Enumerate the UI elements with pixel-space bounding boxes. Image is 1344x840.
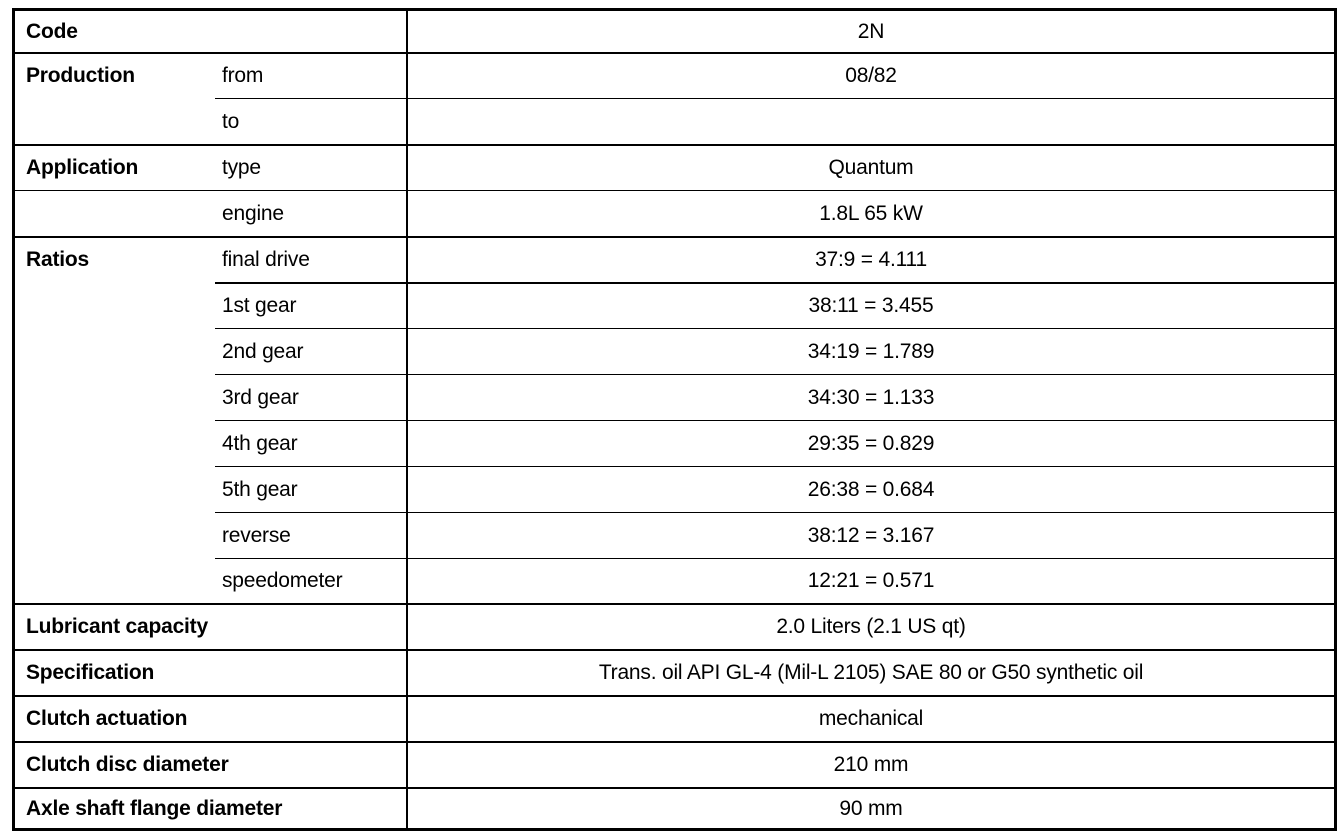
clutch-actuation-value: mechanical [818,707,924,730]
transmission-spec-table [12,8,1337,831]
production-label: Production [26,64,135,87]
lubricant-capacity-value: 2.0 Liters (2.1 US qt) [776,615,966,638]
ratio-value: 29:35 = 0.829 [807,431,935,455]
ratio-name: reverse [222,523,291,547]
ratio-value: 34:30 = 1.133 [807,385,935,409]
ratio-name: final drive [222,248,310,271]
ratio-value: 38:12 = 3.167 [807,523,935,547]
specification-label: Specification [26,661,155,684]
application-type-value: Quantum [828,156,914,179]
specification-value: Trans. oil API GL-4 (Mil-L 2105) SAE 80 or G50 synthetic oil [598,661,1144,684]
ratio-value: 37:9 = 4.111 [815,248,927,271]
application-engine-label: engine [222,201,284,225]
application-label: Application [26,156,139,179]
ratio-value: 34:19 = 1.789 [807,339,935,363]
ratio-name: 3rd gear [222,385,299,409]
ratios-label: Ratios [26,248,89,271]
production-to-value [408,99,1334,144]
ratio-name: 1st gear [222,294,297,317]
ratio-name: 2nd gear [222,339,304,363]
table-border-bottom [12,828,1337,831]
code-value: 2N [857,19,885,43]
table-border-left [12,8,15,831]
production-from-label: from [222,64,264,87]
clutch-actuation-label: Clutch actuation [26,707,188,730]
ratio-name: speedometer [222,569,343,592]
clutch-disc-diameter-label: Clutch disc diameter [26,753,229,776]
ratio-value: 26:38 = 0.684 [807,477,935,501]
clutch-disc-diameter-value: 210 mm [833,753,909,776]
code-label: Code [26,19,78,43]
production-to-label: to [222,109,240,133]
production-from-value: 08/82 [845,64,897,87]
ratio-value: 12:21 = 0.571 [807,569,935,592]
ratio-name: 4th gear [222,431,298,455]
application-type-label: type [222,156,261,179]
axle-shaft-flange-diameter-label: Axle shaft flange diameter [26,796,283,820]
application-engine-value: 1.8L 65 kW [819,201,923,225]
ratio-name: 5th gear [222,477,298,501]
ratio-value: 38:11 = 3.455 [808,294,934,317]
axle-shaft-flange-diameter-value: 90 mm [839,796,903,820]
lubricant-capacity-label: Lubricant capacity [26,615,208,638]
